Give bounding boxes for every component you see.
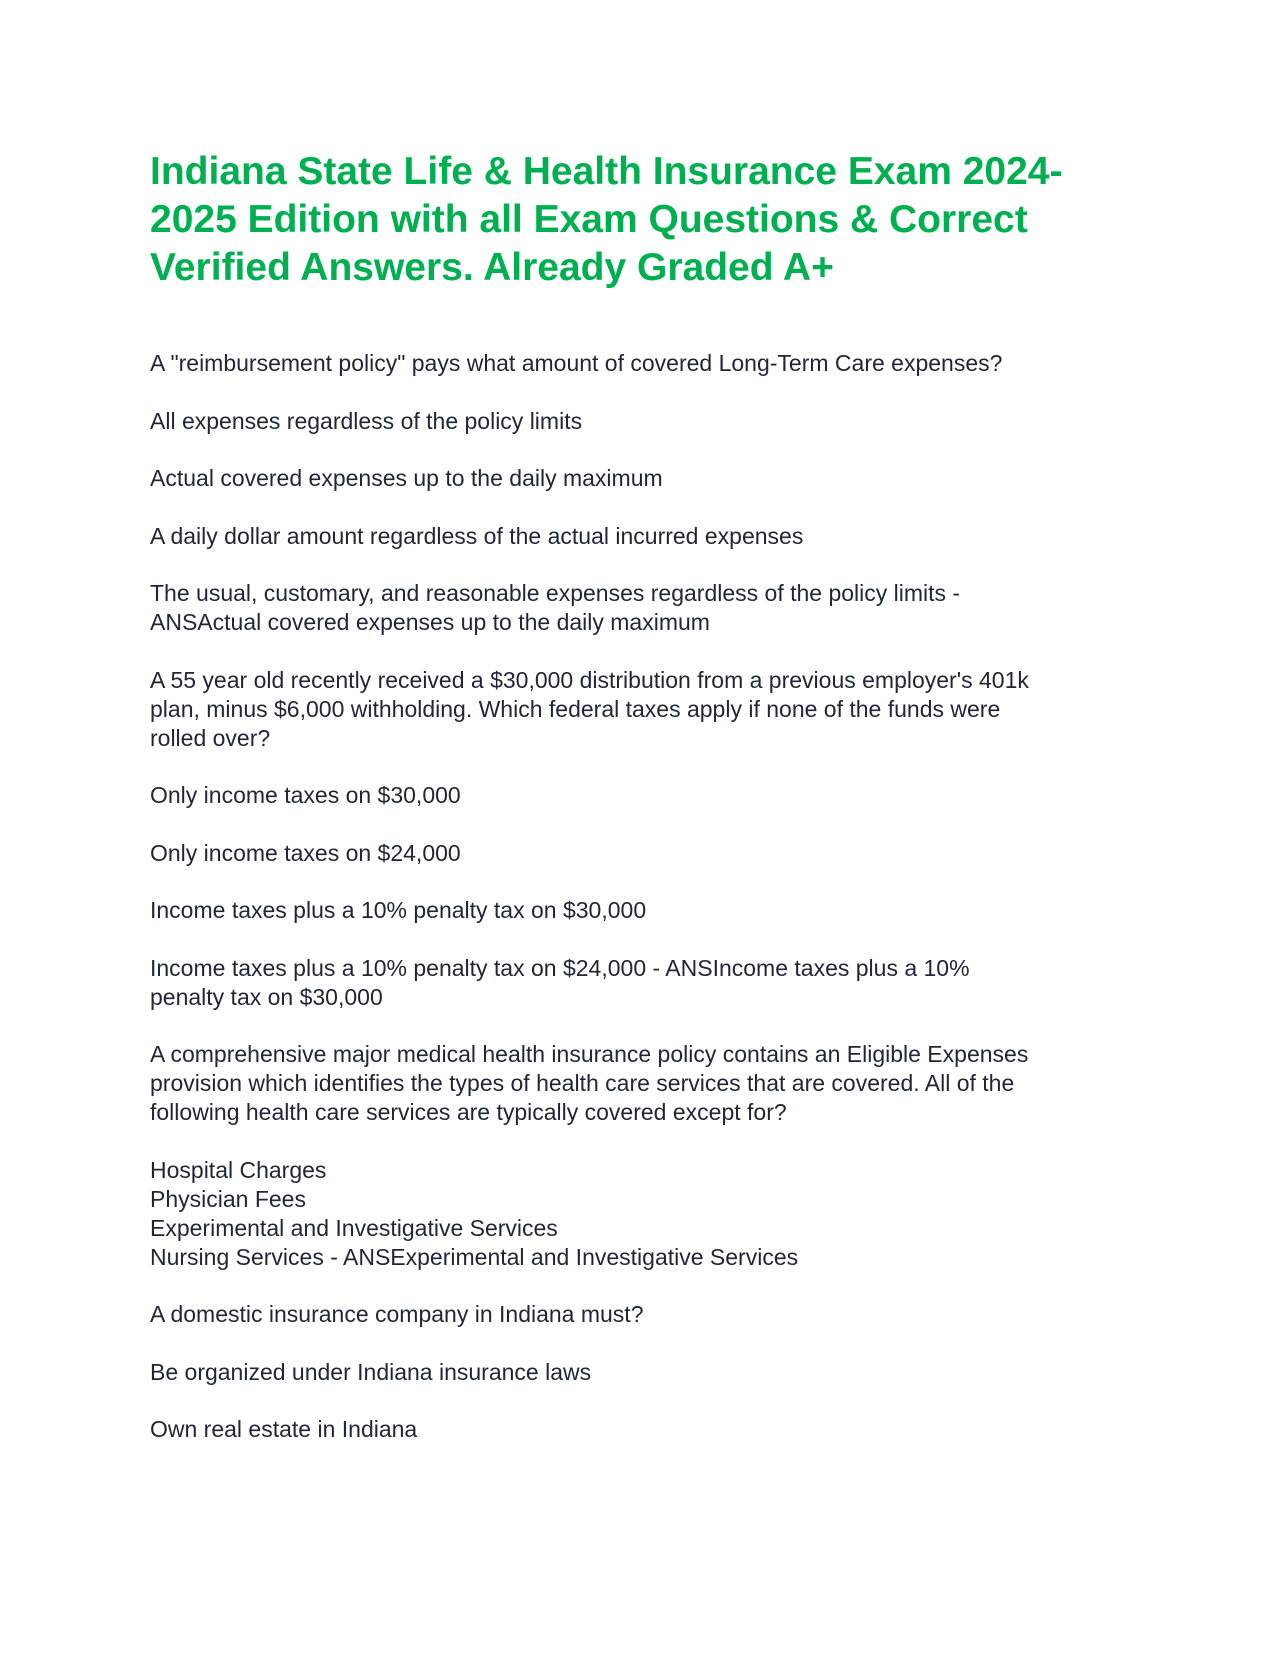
option-1d-answer: The usual, customary, and reasonable expenses regardless of the policy limits - ANSActual covered expenses up to the daily maximum: [150, 580, 961, 635]
option-1b: Actual covered expenses up to the daily maximum: [150, 465, 663, 491]
question-1: A "reimbursement policy" pays what amount of covered Long-Term Care expenses?: [150, 350, 1003, 376]
question-2: A 55 year old recently received a $30,000 distribution from a previous employer's 401k plan, minus $6,000 withholding. Which federal taxes apply if none of the funds were rolled over?: [150, 666, 1029, 751]
option-2d-answer: Income taxes plus a 10% penalty tax on $24,000 - ANSIncome taxes plus a 10% penalty tax on $30,000: [150, 954, 970, 1010]
option-4a: Be organized under Indiana insurance laws: [150, 1358, 592, 1385]
option-2c: Income taxes plus a 10% penalty tax on $30,000: [150, 897, 647, 923]
document-page: [150, 148, 1140, 1473]
option-2a: Only income taxes on $30,000: [150, 782, 461, 808]
question-4: A domestic insurance company in Indiana must?: [150, 1301, 644, 1327]
option-2b: Only income taxes on $24,000: [150, 839, 461, 866]
question-3: A comprehensive major medical health insurance policy contains an Eligible Expenses provision which identifies the types of health care services that are covered. All of the following health care services are typically covered except for?: [150, 1041, 1029, 1125]
options-3-answer: Hospital Charges Physician Fees Experimental and Investigative Services Nursing Services - ANSExperimental and Investigative Services: [150, 1156, 799, 1270]
option-1a: All expenses regardless of the policy limits: [150, 407, 583, 434]
option-1c: A daily dollar amount regardless of the actual incurred expenses: [150, 522, 804, 549]
document-title: Indiana State Life & Health Insurance Exam 2024- 2025 Edition with all Exam Questions & Correct Verified Answers. Already Graded A+: [150, 150, 1063, 289]
document-body: [150, 349, 1140, 1444]
option-4b: Own real estate in Indiana: [150, 1416, 418, 1442]
